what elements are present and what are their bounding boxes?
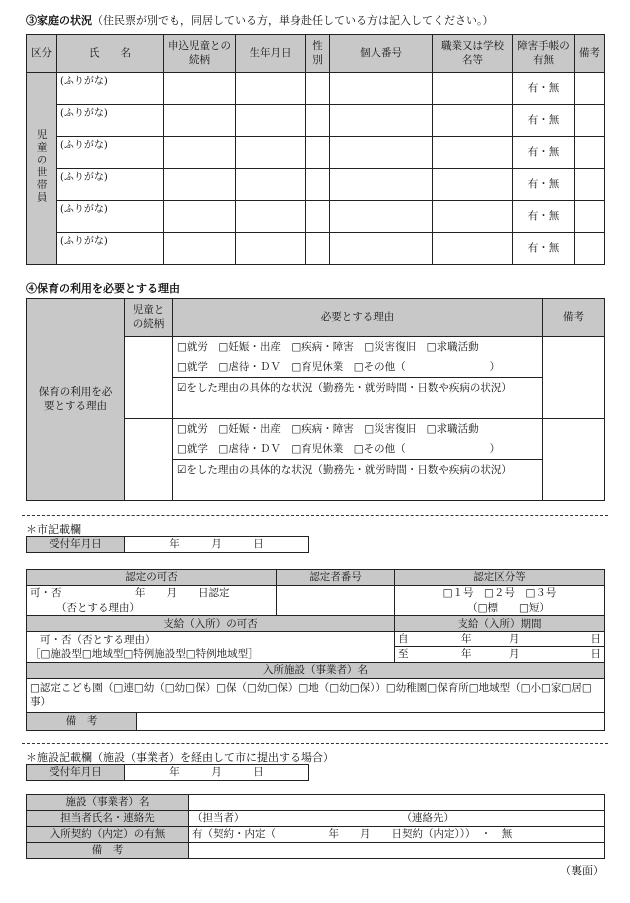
personal-number-field[interactable] bbox=[330, 169, 433, 201]
member-name-field[interactable]: (ふりがな) bbox=[57, 73, 164, 105]
family-table bbox=[26, 34, 605, 265]
contract-label: 入所契約（内定）の有無 bbox=[27, 827, 189, 843]
occupation-field[interactable] bbox=[433, 105, 513, 137]
sex-field[interactable] bbox=[306, 137, 330, 169]
supply-period-header: 支給（入所）期間 bbox=[395, 616, 605, 632]
sex-field[interactable] bbox=[306, 105, 330, 137]
handbook-choice[interactable]: 有・無 bbox=[513, 73, 575, 105]
member-name-field[interactable]: (ふりがな) bbox=[57, 105, 164, 137]
col-notes: 備考 bbox=[543, 299, 605, 337]
col-sex: 性別 bbox=[306, 35, 330, 73]
notes-field[interactable] bbox=[575, 201, 605, 233]
birthdate-field[interactable] bbox=[236, 233, 306, 265]
household-members-label: 児童の世帯員 bbox=[27, 73, 57, 265]
person-field[interactable]: （担当者） bbox=[189, 811, 399, 827]
cert-class-options[interactable]: □１号 □２号 □３号 （□標 □短） bbox=[395, 586, 605, 616]
cert-class-header: 認定区分等 bbox=[395, 570, 605, 586]
sex-field[interactable] bbox=[306, 169, 330, 201]
occupation-field[interactable] bbox=[433, 137, 513, 169]
col-personal-number: 個人番号 bbox=[330, 35, 433, 73]
col-category: 区分 bbox=[27, 35, 57, 73]
reason-block bbox=[173, 337, 543, 419]
relation-field[interactable] bbox=[164, 233, 236, 265]
relation-field[interactable] bbox=[164, 137, 236, 169]
city-note-field[interactable] bbox=[137, 712, 605, 730]
contract-field[interactable]: 有（契約・内定（ 年 月 日契約（内定））） ・ 無 bbox=[189, 827, 605, 843]
facility-note-label: 備 考 bbox=[27, 843, 189, 859]
member-name-field[interactable]: (ふりがな) bbox=[57, 137, 164, 169]
city-receipt-table bbox=[26, 536, 309, 553]
section3-note: （住民票が別でも，同居している方，単身赴任している方は記入してください。） bbox=[92, 14, 494, 27]
member-name-field[interactable]: (ふりがな) bbox=[57, 169, 164, 201]
relation-field[interactable] bbox=[125, 419, 173, 501]
reason-block bbox=[173, 419, 543, 501]
occupation-field[interactable] bbox=[433, 233, 513, 265]
facility-receipt-label: 受付年月日 bbox=[27, 765, 125, 781]
reason-checkboxes-2[interactable]: □就学 □虐待・ＤＶ □育児休業 □その他（ ） bbox=[173, 357, 542, 378]
city-note-label: 備 考 bbox=[27, 712, 137, 730]
birthdate-field[interactable] bbox=[236, 201, 306, 233]
from-month[interactable]: 月 bbox=[475, 632, 523, 647]
reason-table bbox=[26, 298, 605, 501]
facility-receipt-table bbox=[26, 764, 309, 781]
member-name-field[interactable]: (ふりがな) bbox=[57, 201, 164, 233]
col-name: 氏 名 bbox=[57, 35, 164, 73]
handbook-choice[interactable]: 有・無 bbox=[513, 169, 575, 201]
contact-label: 担当者氏名・連絡先 bbox=[27, 811, 189, 827]
facility-receipt-field[interactable]: 年 月 日 bbox=[125, 765, 309, 781]
birthdate-field[interactable] bbox=[236, 105, 306, 137]
contact-field[interactable]: （連絡先） bbox=[399, 811, 605, 827]
col-notes: 備考 bbox=[575, 35, 605, 73]
cert-number-field[interactable] bbox=[277, 586, 395, 616]
supply-header: 支給（入所）の可否 bbox=[27, 616, 395, 632]
relation-field[interactable] bbox=[125, 337, 173, 419]
facility-record-table bbox=[26, 794, 605, 859]
col-disability-handbook: 障害手帳の有無 bbox=[513, 35, 575, 73]
notes-field[interactable] bbox=[575, 233, 605, 265]
facility-note-field[interactable] bbox=[189, 843, 605, 859]
handbook-choice[interactable]: 有・無 bbox=[513, 137, 575, 169]
city-section-title: ＊市記載欄 bbox=[26, 523, 81, 536]
facility-header: 入所施設（事業者）名 bbox=[27, 662, 605, 678]
occupation-field[interactable] bbox=[433, 73, 513, 105]
occupation-field[interactable] bbox=[433, 201, 513, 233]
handbook-choice[interactable]: 有・無 bbox=[513, 105, 575, 137]
cert-header: 認定の可否 bbox=[27, 570, 277, 586]
personal-number-field[interactable] bbox=[330, 137, 433, 169]
to-day[interactable]: 日 bbox=[523, 647, 605, 662]
sex-field[interactable] bbox=[306, 73, 330, 105]
receipt-date-field[interactable]: 年 月 日 bbox=[125, 537, 309, 553]
notes-field[interactable] bbox=[543, 419, 605, 501]
birthdate-field[interactable] bbox=[236, 169, 306, 201]
handbook-choice[interactable]: 有・無 bbox=[513, 233, 575, 265]
supply-result[interactable]: 可・否（否とする理由） ［□施設型□地域型□特例施設型□特例地域型］ bbox=[27, 632, 395, 662]
receipt-date-label: 受付年月日 bbox=[27, 537, 125, 553]
relation-field[interactable] bbox=[164, 105, 236, 137]
section4-title: ④保育の利用を必要とする理由 bbox=[26, 282, 180, 295]
member-name-field[interactable]: (ふりがな) bbox=[57, 233, 164, 265]
facility-name-label: 施設（事業者）名 bbox=[27, 795, 189, 811]
sex-field[interactable] bbox=[306, 201, 330, 233]
reason-row-label: 保育の利用を必要とする理由 bbox=[27, 299, 125, 501]
reason-detail-label: ☑をした理由の具体的な状況（勤務先・就労時間・日数や疾病の状況） bbox=[177, 382, 512, 394]
occupation-field[interactable] bbox=[433, 169, 513, 201]
birthdate-field[interactable] bbox=[236, 73, 306, 105]
personal-number-field[interactable] bbox=[330, 73, 433, 105]
birthdate-field[interactable] bbox=[236, 137, 306, 169]
divider-1 bbox=[22, 515, 608, 516]
section3-title: ③家庭の状況（住民票が別でも，同居している方，単身赴任している方は記入してください。） bbox=[26, 14, 494, 27]
reason-checkboxes-1[interactable]: □就労 □妊娠・出産 □疾病・障害 □災害復旧 □求職活動 bbox=[177, 341, 479, 353]
city-record-table bbox=[26, 569, 605, 731]
reason-checkboxes-2[interactable]: □就学 □虐待・ＤＶ □育児休業 □その他（ ） bbox=[173, 439, 542, 460]
relation-field[interactable] bbox=[164, 201, 236, 233]
from-label: 自 bbox=[395, 632, 415, 647]
cert-result[interactable]: 可・否 年 月 日認定 （否とする理由） bbox=[27, 586, 277, 616]
handbook-choice[interactable]: 有・無 bbox=[513, 201, 575, 233]
to-label: 至 bbox=[395, 647, 415, 662]
notes-field[interactable] bbox=[575, 169, 605, 201]
notes-field[interactable] bbox=[575, 105, 605, 137]
facility-type-options[interactable]: □認定こども園（□連□幼（□幼□保）□保（□幼□保）□地（□幼□保））□幼稚園□保育所□地域型（□小□家□居□事） bbox=[27, 678, 605, 712]
personal-number-field[interactable] bbox=[330, 233, 433, 265]
to-year[interactable]: 年 bbox=[415, 647, 475, 662]
from-day[interactable]: 日 bbox=[523, 632, 605, 647]
cert-number-header: 認定者番号 bbox=[277, 570, 395, 586]
from-year[interactable]: 年 bbox=[415, 632, 475, 647]
notes-field[interactable] bbox=[543, 337, 605, 419]
notes-field[interactable] bbox=[575, 137, 605, 169]
personal-number-field[interactable] bbox=[330, 105, 433, 137]
col-relation: 児童との続柄 bbox=[125, 299, 173, 337]
reason-detail-label: ☑をした理由の具体的な状況（勤務先・就労時間・日数や疾病の状況） bbox=[177, 464, 512, 476]
sex-field[interactable] bbox=[306, 233, 330, 265]
col-birthdate: 生年月日 bbox=[236, 35, 306, 73]
divider-2 bbox=[22, 743, 608, 744]
to-month[interactable]: 月 bbox=[475, 647, 523, 662]
facility-name-field[interactable] bbox=[189, 795, 605, 811]
reason-checkboxes-1[interactable]: □就労 □妊娠・出産 □疾病・障害 □災害復旧 □求職活動 bbox=[177, 423, 479, 435]
col-relation: 申込児童との続柄 bbox=[164, 35, 236, 73]
col-occupation: 職業又は学校名等 bbox=[433, 35, 513, 73]
col-reason: 必要とする理由 bbox=[173, 299, 543, 337]
relation-field[interactable] bbox=[164, 73, 236, 105]
page-footer: （裏面） bbox=[560, 864, 604, 877]
notes-field[interactable] bbox=[575, 73, 605, 105]
personal-number-field[interactable] bbox=[330, 201, 433, 233]
facility-section-title: ＊施設記載欄（施設（事業者）を経由して市に提出する場合） bbox=[26, 751, 334, 764]
relation-field[interactable] bbox=[164, 169, 236, 201]
